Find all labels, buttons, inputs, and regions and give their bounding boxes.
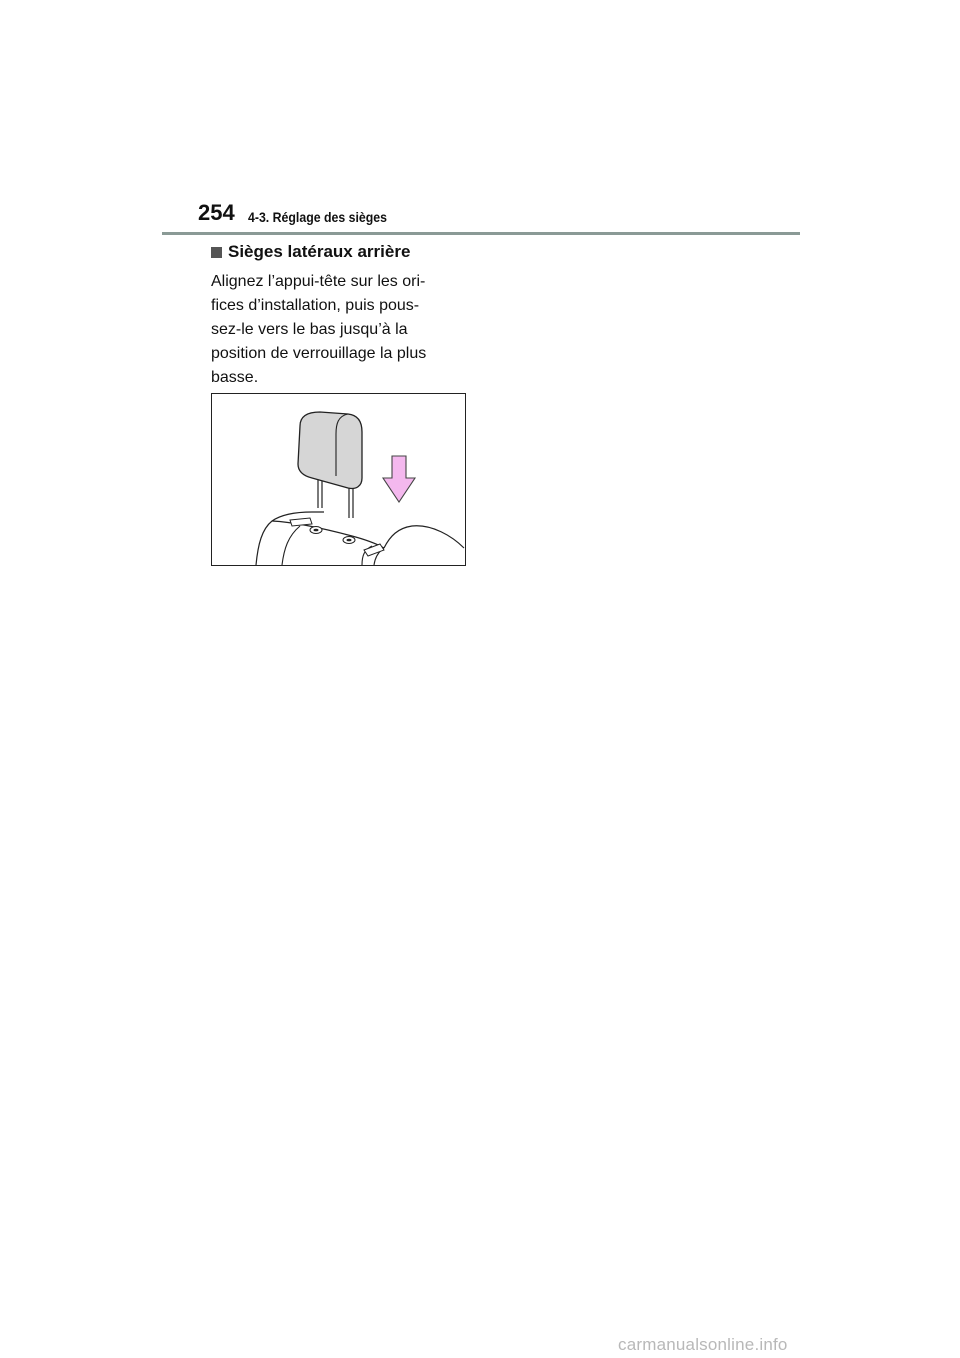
square-bullet-icon bbox=[211, 247, 222, 258]
instruction-paragraph bbox=[211, 270, 471, 390]
seat-top-edge bbox=[272, 521, 384, 548]
latch bbox=[290, 518, 312, 526]
down-arrow-icon bbox=[383, 456, 415, 502]
seat-back-right bbox=[384, 526, 464, 548]
instruction-line: position de verrouillage la plus bbox=[211, 345, 427, 362]
headrest-body bbox=[298, 412, 362, 489]
seat-back-left-inner bbox=[282, 526, 300, 565]
hole-left-inner bbox=[314, 529, 319, 532]
instruction-line: sez-le vers le bas jusqu’à la bbox=[211, 321, 408, 338]
page-number: 254 bbox=[198, 200, 235, 225]
watermark: carmanualsonline.info bbox=[618, 1335, 788, 1354]
headrest-figure bbox=[211, 393, 466, 566]
section-title: 4-3. Réglage des sièges bbox=[248, 209, 388, 225]
headrest-install-illustration-icon bbox=[212, 394, 465, 565]
subheading-text: Sièges latéraux arrière bbox=[228, 242, 411, 261]
instruction-line: basse. bbox=[211, 369, 259, 386]
instruction-line: Alignez l’appui-tête sur les ori- bbox=[211, 273, 426, 290]
instruction-line: fices d’installation, puis pous- bbox=[211, 297, 420, 314]
header-rule bbox=[162, 232, 800, 235]
subheading bbox=[211, 242, 410, 262]
latch-right bbox=[364, 544, 384, 556]
hole-right-inner bbox=[347, 539, 352, 542]
